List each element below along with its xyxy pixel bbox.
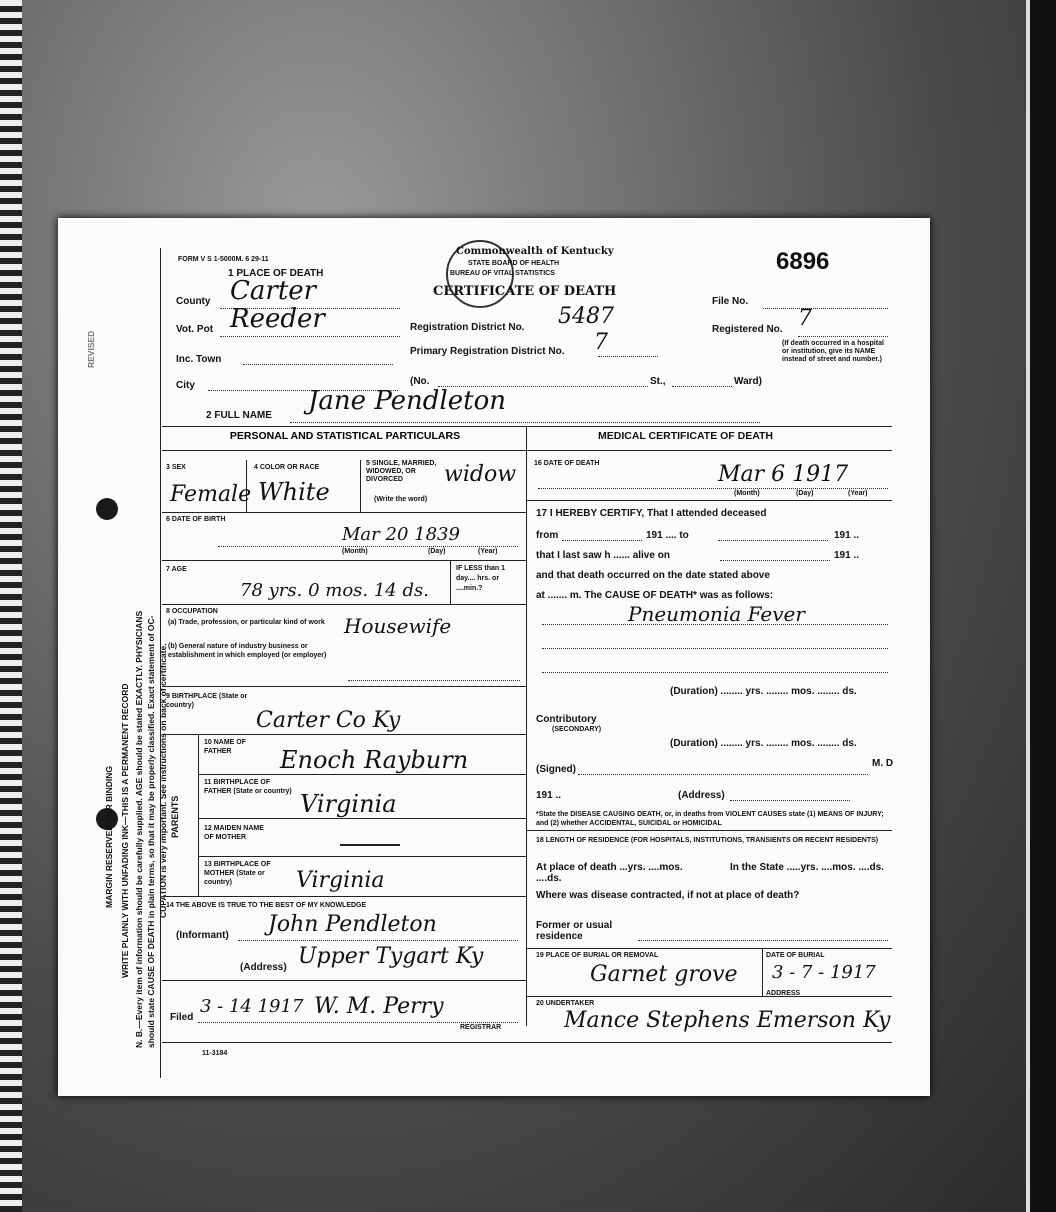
- burial-date-value: 3 - 7 - 1917: [772, 962, 876, 983]
- last-saw-line: [720, 560, 830, 561]
- violent-note: *State the DISEASE CAUSING DEATH, or, in deaths from VIOLENT CAUSES state (1) MEANS OF INJURY; and (2) whether ACCIDENTAL, SUICIDAL or HOMICIDAL: [536, 811, 884, 827]
- to-line: [718, 540, 828, 541]
- registered-no-value: 7: [798, 306, 812, 331]
- registrar-label: REGISTRAR: [460, 1024, 502, 1031]
- margin-reserved-text: MARGIN RESERVED FOR BINDING: [104, 766, 114, 908]
- vot-pot-line: [220, 336, 400, 337]
- from-line: [562, 540, 642, 541]
- inc-town-line: [243, 364, 393, 365]
- ward-label: Ward): [734, 376, 762, 387]
- form-code: FORM V S 1-5000M. 6 29-11: [178, 256, 269, 263]
- st-label: St.,: [650, 376, 666, 387]
- row-rule: [526, 500, 892, 501]
- inf-address-value: Upper Tygart Ky: [298, 944, 484, 969]
- death-certificate: [58, 218, 930, 1096]
- registration-district-label: Registration District No.: [410, 322, 525, 333]
- burial-label: 19 PLACE OF BURIAL OR REMOVAL: [536, 952, 659, 959]
- row-rule: [526, 830, 892, 831]
- last-saw-label: that I last saw h ...... alive on: [536, 550, 670, 561]
- mother-birthplace-value: Virginia: [296, 868, 385, 893]
- registered-no-label: Registered No.: [712, 324, 783, 335]
- marital-value: widow: [444, 462, 517, 487]
- father-name-label: 10 NAME OF FATHER: [204, 739, 247, 755]
- mother-maiden-dash: [340, 844, 400, 846]
- place-of-death-label: 1 PLACE OF DEATH: [228, 268, 324, 279]
- registration-district-value: 5487: [558, 304, 614, 329]
- birthplace-value: Carter Co Ky: [256, 708, 401, 733]
- sex-label: 3 SEX: [166, 464, 186, 471]
- occupation-value: Housewife: [344, 614, 452, 638]
- father-name-value: Enoch Rayburn: [280, 746, 469, 774]
- undertaker-value: Mance Stephens Emerson Ky: [564, 1008, 891, 1033]
- dob-label: 6 DATE OF BIRTH: [166, 516, 226, 523]
- cause-line: [542, 648, 888, 649]
- row-rule: [198, 774, 526, 775]
- age-value: 78 yrs. 0 mos. 14 ds.: [240, 580, 429, 601]
- marital-label: 5 SINGLE, MARRIED, WIDOWED, OR DIVORCED: [366, 460, 437, 483]
- date-of-death-label: 16 DATE OF DEATH: [534, 460, 600, 467]
- sex-value: Female: [170, 482, 252, 507]
- header-rule: [162, 450, 892, 451]
- father-birthplace-value: Virginia: [300, 790, 397, 818]
- former-residence-line: [638, 940, 888, 941]
- primary-district-value: 7: [594, 330, 608, 355]
- binding-hole: [96, 498, 118, 520]
- informant-label: (Informant): [176, 930, 229, 941]
- row-rule: [162, 896, 526, 897]
- informant-line: [238, 940, 518, 941]
- bottom-rule: [162, 1042, 892, 1043]
- certify-label: 17 I HEREBY CERTIFY, That I attended deceased: [536, 508, 767, 519]
- certificate-title: CERTIFICATE OF DEATH: [433, 284, 617, 299]
- date-of-death-line: [538, 488, 888, 489]
- registrar-value: W. M. Perry: [314, 994, 444, 1019]
- occupation-line: [348, 680, 520, 681]
- cause-label: at ....... m. The CAUSE OF DEATH* was as follows:: [536, 590, 774, 601]
- center-divider: [526, 426, 527, 1026]
- dob-day-label: (Day): [428, 548, 446, 555]
- margin-rule: [160, 248, 161, 1078]
- duration-label: (Duration) ........ yrs. ........ mos. ........ ds.: [670, 686, 857, 697]
- secondary-label: (SECONDARY): [552, 726, 602, 733]
- row-rule: [526, 996, 892, 997]
- if-less-label: IF LESS than 1 day.... hrs. or ....min.?: [456, 565, 506, 592]
- at-place-label: At place of death ...yrs. ....mos. ....ds.: [536, 862, 683, 884]
- birthplace-label: 9 BIRTHPLACE (State or country): [166, 693, 248, 709]
- full-name-label: 2 FULL NAME: [206, 410, 272, 421]
- to-label: 191 .... to: [646, 530, 689, 541]
- filed-value: 3 - 14 1917: [200, 996, 304, 1017]
- revised-stamp: REVISED: [86, 330, 96, 368]
- signed-line: [578, 774, 868, 775]
- certificate-number: 6896: [776, 248, 830, 275]
- dod-day-label: (Day): [796, 490, 814, 497]
- row-rule: [526, 948, 892, 949]
- former-residence-label: Former or usual residence: [536, 920, 613, 942]
- mother-maiden-label: 12 MAIDEN NAME OF MOTHER: [204, 825, 264, 841]
- file-no-line: [763, 308, 888, 309]
- film-edge-left: [0, 0, 22, 1212]
- year191-label-2: 191 ..: [834, 550, 860, 561]
- burial-value: Garnet grove: [590, 962, 738, 987]
- dob-month-label: (Month): [342, 548, 368, 555]
- bureau-line: BUREAU OF VITAL STATISTICS: [450, 270, 555, 277]
- vot-pot-value: Reeder: [230, 304, 325, 334]
- row-rule: [162, 734, 526, 735]
- full-name-value: Jane Pendleton: [308, 386, 506, 416]
- disease-contracted-label: Where was disease contracted, if not at place of death?: [536, 890, 800, 901]
- full-name-line: [290, 422, 760, 423]
- row-rule: [198, 818, 526, 819]
- cell-divider: [246, 460, 247, 512]
- vot-pot-label: Vot. Pot: [176, 324, 214, 335]
- death-occurred-label: and that death occurred on the date stated above: [536, 570, 770, 581]
- margin-note-1: N. B.—Every item of information should be carefully supplied. AGE should be stated EXACTLY. PHYSICIANS: [134, 610, 144, 1048]
- registered-no-line: [798, 336, 888, 337]
- occupation-b: (b) General nature of industry business or establishment in which employed (or employer): [168, 643, 327, 659]
- address-label: (Address): [678, 790, 725, 801]
- primary-district-label: Primary Registration District No.: [410, 346, 565, 357]
- undertaker-label: 20 UNDERTAKER: [536, 1000, 595, 1007]
- row-rule: [198, 856, 526, 857]
- burial-date-label: DATE OF BURIAL: [766, 952, 825, 959]
- filed-line: [198, 1022, 518, 1023]
- ward-line: [672, 386, 732, 387]
- parents-label: PARENTS: [170, 795, 180, 838]
- row-rule: [162, 980, 526, 981]
- cause-value: Pneumonia Fever: [628, 602, 805, 626]
- mother-birthplace-label: 13 BIRTHPLACE OF MOTHER (State or country): [204, 861, 271, 886]
- marital-note: (Write the word): [374, 496, 428, 503]
- year191-label: 191 ..: [834, 530, 860, 541]
- dob-line: [218, 546, 518, 547]
- row-rule: [162, 686, 526, 687]
- undertaker-address-label: ADDRESS: [766, 990, 801, 997]
- file-no-label: File No.: [712, 296, 749, 307]
- true-label: 14 THE ABOVE IS TRUE TO THE BEST OF MY KNOWLEDGE: [166, 902, 367, 909]
- row-rule: [162, 512, 526, 513]
- dod-year-label: (Year): [848, 490, 868, 497]
- in-state-label: In the State .....yrs. ....mos. ....ds.: [730, 862, 884, 873]
- duration-label-2: (Duration) ........ yrs. ........ mos. ........ ds.: [670, 738, 857, 749]
- address-line: [730, 800, 850, 801]
- age-label: 7 AGE: [166, 566, 187, 573]
- cause-line: [542, 624, 888, 625]
- occupation-label: 8 OCCUPATION: [166, 608, 218, 615]
- section-rule: [162, 426, 892, 427]
- cell-divider: [450, 560, 451, 604]
- contributory-label: Contributory: [536, 714, 597, 725]
- primary-district-line: [598, 356, 658, 357]
- informant-value: John Pendleton: [268, 912, 437, 937]
- signed-label: (Signed): [536, 764, 576, 775]
- dob-value: Mar 20 1839: [342, 524, 460, 545]
- state-line: Commonwealth of Kentucky: [456, 246, 614, 257]
- from-label: from: [536, 530, 559, 541]
- county-value: Carter: [230, 276, 317, 306]
- hospital-note: (If death occurred in a hospital or institution, give its NAME instead of street and number.): [782, 340, 884, 363]
- personal-header: PERSONAL AND STATISTICAL PARTICULARS: [229, 430, 461, 442]
- no-label: (No.: [410, 376, 430, 387]
- date191-label: 191 ..: [536, 790, 562, 801]
- cause-line: [542, 672, 888, 673]
- dod-month-label: (Month): [734, 490, 760, 497]
- cell-divider: [762, 948, 763, 996]
- filed-label: Filed: [170, 1012, 194, 1023]
- margin-note-2: should state CAUSE OF DEATH in plain terms, so that it may be properly classified. Exact statement of OC-: [146, 615, 156, 1048]
- inc-town-label: Inc. Town: [176, 354, 222, 365]
- city-label: City: [176, 380, 195, 391]
- inf-address-label: (Address): [240, 962, 287, 973]
- footer-code: 11-3184: [202, 1050, 228, 1057]
- color-value: White: [258, 478, 330, 506]
- medical-header: MEDICAL CERTIFICATE OF DEATH: [598, 430, 773, 442]
- parents-divider: [198, 734, 199, 896]
- date-of-death-value: Mar 6 1917: [718, 462, 849, 487]
- md-label: M. D: [872, 758, 894, 769]
- length-residence-label: 18 LENGTH OF RESIDENCE (FOR HOSPITALS, INSTITUTIONS, TRANSIENTS OR RECENT RESIDENTS): [536, 837, 879, 844]
- film-edge-right: [1026, 0, 1056, 1212]
- father-birthplace-label: 11 BIRTHPLACE OF FATHER (State or country): [204, 779, 292, 795]
- board-line: STATE BOARD OF HEALTH: [468, 260, 559, 267]
- row-rule: [162, 560, 526, 561]
- county-label: County: [176, 296, 211, 307]
- occupation-a: (a) Trade, profession, or particular kind of work: [168, 619, 325, 626]
- cell-divider: [360, 460, 361, 512]
- margin-ink-text: WRITE PLAINLY WITH UNFADING INK—THIS IS A PERMANENT RECORD: [120, 683, 130, 978]
- margin-note-3: CUPATION is very important. See instructions on back of certificate.: [158, 643, 168, 918]
- color-label: 4 COLOR OR RACE: [254, 464, 320, 471]
- dob-year-label: (Year): [478, 548, 498, 555]
- row-rule: [162, 604, 526, 605]
